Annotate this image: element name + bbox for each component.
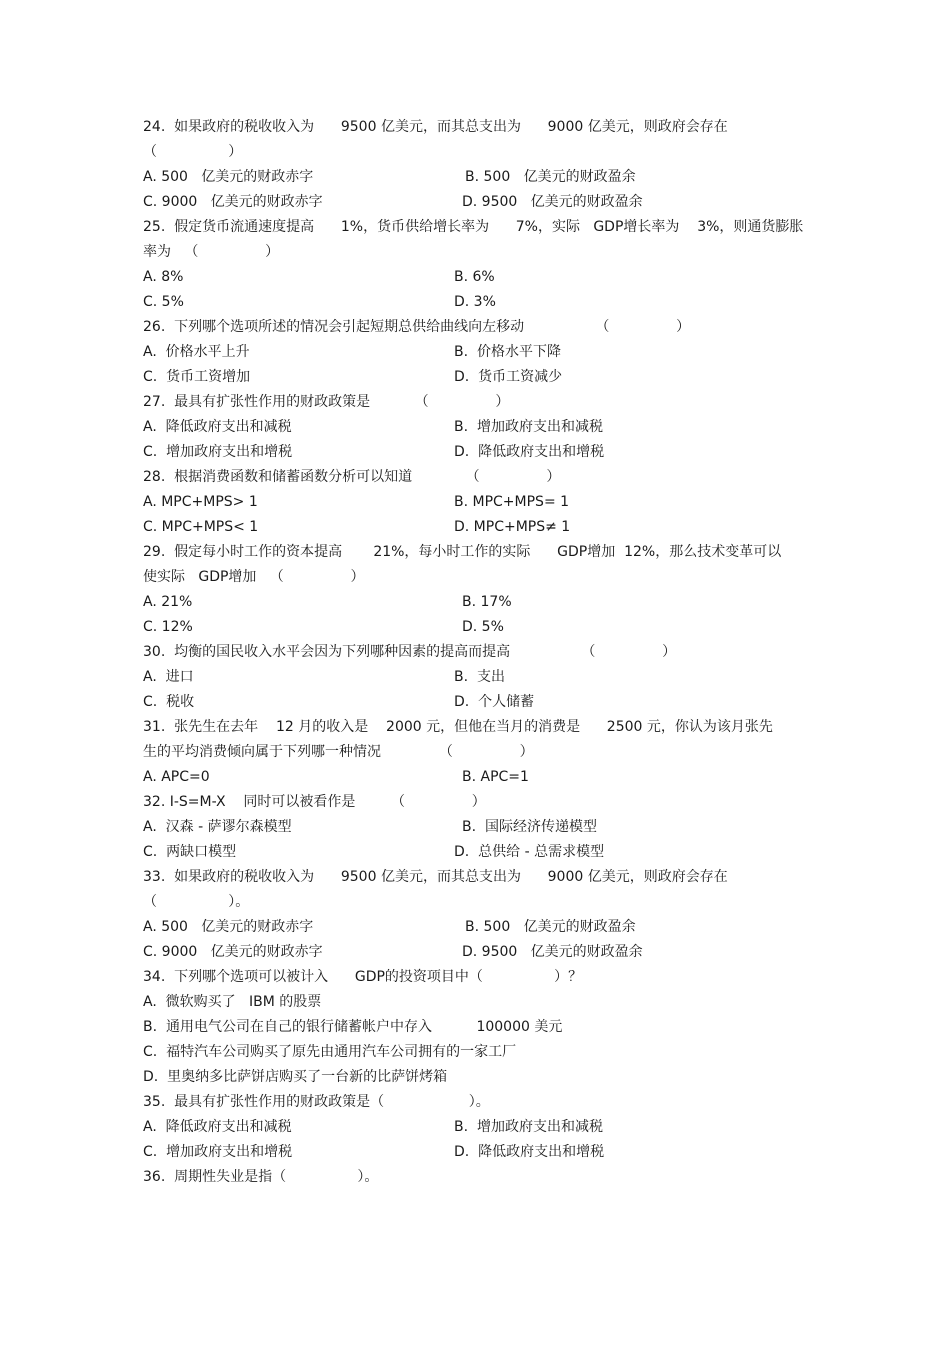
line-text: C. 增加政府支出和增税 xyxy=(143,444,293,460)
text-line xyxy=(143,865,823,890)
text-line xyxy=(143,815,823,840)
text-line xyxy=(143,1015,823,1040)
line-text: A. MPC+MPS> 1 xyxy=(143,494,258,510)
line-text: 32. I-S=M-X 同时可以被看作是 （ ） xyxy=(143,794,486,810)
text-line xyxy=(143,515,823,540)
option-right: B. 17% xyxy=(462,594,512,610)
text-line xyxy=(143,365,823,390)
option-right: B. 6% xyxy=(454,269,495,285)
option-right: B. 支出 xyxy=(454,669,505,685)
text-line xyxy=(143,840,823,865)
text-line xyxy=(143,765,823,790)
line-text: 生的平均消费倾向属于下列哪一种情况 （ ） xyxy=(143,744,534,760)
text-line xyxy=(143,115,823,140)
option-right: B. 国际经济传递模型 xyxy=(462,819,597,835)
text-line xyxy=(143,265,823,290)
line-text: 26. 下列哪个选项所述的情况会引起短期总供给曲线向左移动 （ ） xyxy=(143,319,691,335)
text-line xyxy=(143,440,823,465)
line-text: A. 500 亿美元的财政赤字 xyxy=(143,919,314,935)
line-text: （ ） xyxy=(143,144,243,160)
option-right: D. 降低政府支出和增税 xyxy=(454,444,605,460)
option-right: D. 货币工资减少 xyxy=(454,369,563,385)
text-line xyxy=(143,690,823,715)
line-text: 30. 均衡的国民收入水平会因为下列哪种因素的提高而提高 （ ） xyxy=(143,644,677,660)
option-right: D. 9500 亿美元的财政盈余 xyxy=(462,944,643,960)
line-text: 27. 最具有扩张性作用的财政政策是 （ ） xyxy=(143,394,510,410)
line-text: B. 通用电气公司在自己的银行储蓄帐户中存入 100000 美元 xyxy=(143,1019,563,1035)
line-text: A. 8% xyxy=(143,269,184,285)
line-text: C. MPC+MPS< 1 xyxy=(143,519,259,535)
option-right: D. 个人储蓄 xyxy=(454,694,535,710)
text-line xyxy=(143,540,823,565)
text-line xyxy=(143,140,823,165)
option-right: B. MPC+MPS= 1 xyxy=(454,494,570,510)
line-text: C. 两缺口模型 xyxy=(143,844,237,860)
text-line xyxy=(143,315,823,340)
text-line xyxy=(143,415,823,440)
line-text: A. 价格水平上升 xyxy=(143,344,250,360)
text-line xyxy=(143,165,823,190)
option-right: D. 9500 亿美元的财政盈余 xyxy=(462,194,643,210)
option-right: B. 价格水平下降 xyxy=(454,344,561,360)
option-right: D. 5% xyxy=(462,619,504,635)
option-right: D. 3% xyxy=(454,294,496,310)
option-right: B. APC=1 xyxy=(462,769,529,785)
option-right: B. 500 亿美元的财政盈余 xyxy=(465,919,636,935)
option-right: B. 增加政府支出和减税 xyxy=(454,419,603,435)
text-line xyxy=(143,1165,823,1190)
line-text: C. 12% xyxy=(143,619,193,635)
text-line xyxy=(143,290,823,315)
text-line xyxy=(143,590,823,615)
text-line xyxy=(143,390,823,415)
line-text: A. 21% xyxy=(143,594,193,610)
line-text: D. 里奥纳多比萨饼店购买了一台新的比萨饼烤箱 xyxy=(143,1069,448,1085)
line-text: A. 汉森 - 萨谬尔森模型 xyxy=(143,819,292,835)
text-line xyxy=(143,740,823,765)
text-line xyxy=(143,1065,823,1090)
line-text: C. 9000 亿美元的财政赤字 xyxy=(143,194,323,210)
text-line xyxy=(143,1115,823,1140)
text-line xyxy=(143,615,823,640)
line-text: （ ）。 xyxy=(143,894,250,910)
line-text: 36. 周期性失业是指（ ）。 xyxy=(143,1169,379,1185)
line-text: 25. 假定货币流通速度提高 1%，货币供给增长率为 7%，实际 GDP增长率为 3%，则通货膨胀 xyxy=(143,219,804,235)
line-text: 使实际 GDP增加 （ ） xyxy=(143,569,365,585)
text-line xyxy=(143,490,823,515)
line-text: A. 500 亿美元的财政赤字 xyxy=(143,169,314,185)
option-right: D. 总供给 - 总需求模型 xyxy=(454,844,605,860)
text-line xyxy=(143,215,823,240)
text-line xyxy=(143,790,823,815)
line-text: 35. 最具有扩张性作用的财政政策是（ ）。 xyxy=(143,1094,490,1110)
text-line xyxy=(143,640,823,665)
line-text: 29. 假定每小时工作的资本提高 21%，每小时工作的实际 GDP增加 12%，那么技术变革可以 xyxy=(143,544,782,560)
line-text: 率为 （ ） xyxy=(143,244,280,260)
line-text: 33. 如果政府的税收收入为 9500 亿美元，而其总支出为 9000 亿美元，则政府会存在 xyxy=(143,869,728,885)
text-line xyxy=(143,990,823,1015)
text-line xyxy=(143,665,823,690)
line-text: A. 降低政府支出和减税 xyxy=(143,419,292,435)
text-line xyxy=(143,1040,823,1065)
text-line xyxy=(143,1140,823,1165)
text-line xyxy=(143,240,823,265)
line-text: C. 福特汽车公司购买了原先由通用汽车公司拥有的一家工厂 xyxy=(143,1044,517,1060)
text-line xyxy=(143,190,823,215)
line-text: C. 税收 xyxy=(143,694,195,710)
text-line xyxy=(143,340,823,365)
line-text: A. 降低政府支出和减税 xyxy=(143,1119,292,1135)
line-text: C. 9000 亿美元的财政赤字 xyxy=(143,944,323,960)
text-line xyxy=(143,715,823,740)
option-right: B. 增加政府支出和减税 xyxy=(454,1119,603,1135)
line-text: C. 货币工资增加 xyxy=(143,369,251,385)
line-text: 28. 根据消费函数和储蓄函数分析可以知道 （ ） xyxy=(143,469,561,485)
line-text: 24. 如果政府的税收收入为 9500 亿美元，而其总支出为 9000 亿美元，则政府会存在 xyxy=(143,119,728,135)
text-line xyxy=(143,940,823,965)
line-text: A. APC=0 xyxy=(143,769,210,785)
option-right: D. 降低政府支出和增税 xyxy=(454,1144,605,1160)
option-right: B. 500 亿美元的财政盈余 xyxy=(465,169,636,185)
text-line xyxy=(143,965,823,990)
line-text: C. 5% xyxy=(143,294,184,310)
text-line xyxy=(143,565,823,590)
text-line xyxy=(143,465,823,490)
question-sheet xyxy=(143,115,823,1190)
line-text: 31. 张先生在去年 12 月的收入是 2000 元，但他在当月的消费是 2500 元，你认为该月张先 xyxy=(143,719,773,735)
line-text: A. 微软购买了 IBM 的股票 xyxy=(143,994,322,1010)
option-right: D. MPC+MPS≠ 1 xyxy=(454,519,571,535)
text-line xyxy=(143,890,823,915)
line-text: A. 进口 xyxy=(143,669,194,685)
text-line xyxy=(143,915,823,940)
line-text: C. 增加政府支出和增税 xyxy=(143,1144,293,1160)
line-text: 34. 下列哪个选项可以被计入 GDP的投资项目中（ ）？ xyxy=(143,969,583,985)
text-line xyxy=(143,1090,823,1115)
